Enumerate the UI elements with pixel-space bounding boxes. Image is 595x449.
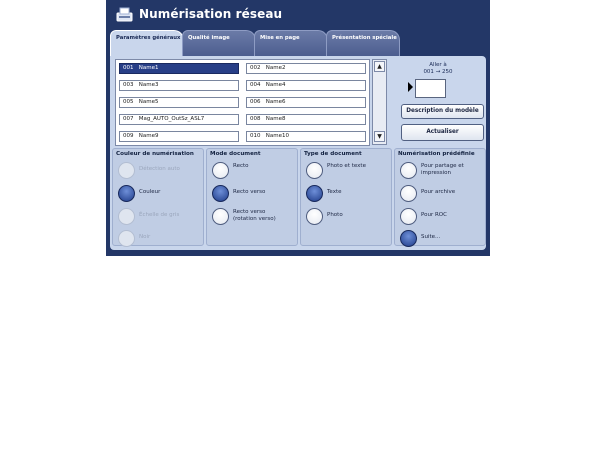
template-item[interactable]: 002 Name2 <box>246 63 366 74</box>
tab-general-settings[interactable]: Paramètres généraux <box>110 30 184 57</box>
group-title: Type de document <box>304 151 362 157</box>
template-item[interactable]: 009 Name9 <box>119 131 239 142</box>
radio-button[interactable] <box>118 208 135 225</box>
preset-scan-group: Numérisation prédéfinie Pour partage et impression Pour archive Pour ROC Suite... <box>394 148 486 246</box>
radio-button[interactable] <box>400 162 417 179</box>
radio-button[interactable] <box>400 185 417 202</box>
window-title: Numérisation réseau <box>139 7 283 21</box>
group-title: Numérisation prédéfinie <box>398 151 475 157</box>
scan-color-group: Couleur de numérisation Détection auto Couleur Échelle de gris Noir <box>112 148 204 246</box>
tab-image-quality[interactable]: Qualité image <box>182 30 256 56</box>
radio-button[interactable] <box>400 208 417 225</box>
template-description-button[interactable]: Description du modèle <box>401 104 484 119</box>
radio-button[interactable] <box>306 162 323 179</box>
template-item[interactable]: 005 Name5 <box>119 97 239 108</box>
document-mode-group: Mode document Recto Recto verso Recto verso (rotation verso) <box>206 148 298 246</box>
radio-button[interactable] <box>212 185 229 202</box>
template-item[interactable]: 007 Mag_AUTO_OutSz_ASL7 <box>119 114 239 125</box>
goto-label: Aller à 001 → 250 <box>423 62 453 75</box>
scroll-down-icon[interactable]: ▼ <box>374 131 385 142</box>
radio-button[interactable] <box>118 162 135 179</box>
group-title: Mode document <box>210 151 261 157</box>
radio-button[interactable] <box>212 162 229 179</box>
template-item[interactable]: 001 Name1 <box>119 63 239 74</box>
list-scrollbar[interactable] <box>372 59 387 145</box>
template-item[interactable]: 004 Name4 <box>246 80 366 91</box>
template-item[interactable]: 010 Name10 <box>246 131 366 142</box>
radio-button[interactable] <box>306 185 323 202</box>
tab-special-presentation[interactable]: Présentation spéciale <box>326 30 400 56</box>
radio-button[interactable] <box>212 208 229 225</box>
scan-panel <box>106 0 490 256</box>
radio-button[interactable] <box>400 230 417 247</box>
group-title: Couleur de numérisation <box>116 151 194 157</box>
refresh-button[interactable]: Actualiser <box>401 124 484 141</box>
tab-layout[interactable]: Mise en page <box>254 30 328 56</box>
tab-content <box>110 56 486 250</box>
goto-input[interactable] <box>415 79 446 98</box>
title-bar <box>106 0 490 30</box>
radio-button[interactable] <box>118 185 135 202</box>
template-item[interactable]: 003 Name3 <box>119 80 239 91</box>
document-type-group: Type de document Photo et texte Texte Photo <box>300 148 392 246</box>
radio-button[interactable] <box>118 230 135 247</box>
template-item[interactable]: 006 Name6 <box>246 97 366 108</box>
arrow-right-icon <box>408 82 413 92</box>
template-item[interactable]: 008 Name8 <box>246 114 366 125</box>
scroll-up-icon[interactable]: ▲ <box>374 61 385 72</box>
template-list <box>115 59 370 146</box>
radio-button[interactable] <box>306 208 323 225</box>
scanner-icon <box>116 6 133 23</box>
